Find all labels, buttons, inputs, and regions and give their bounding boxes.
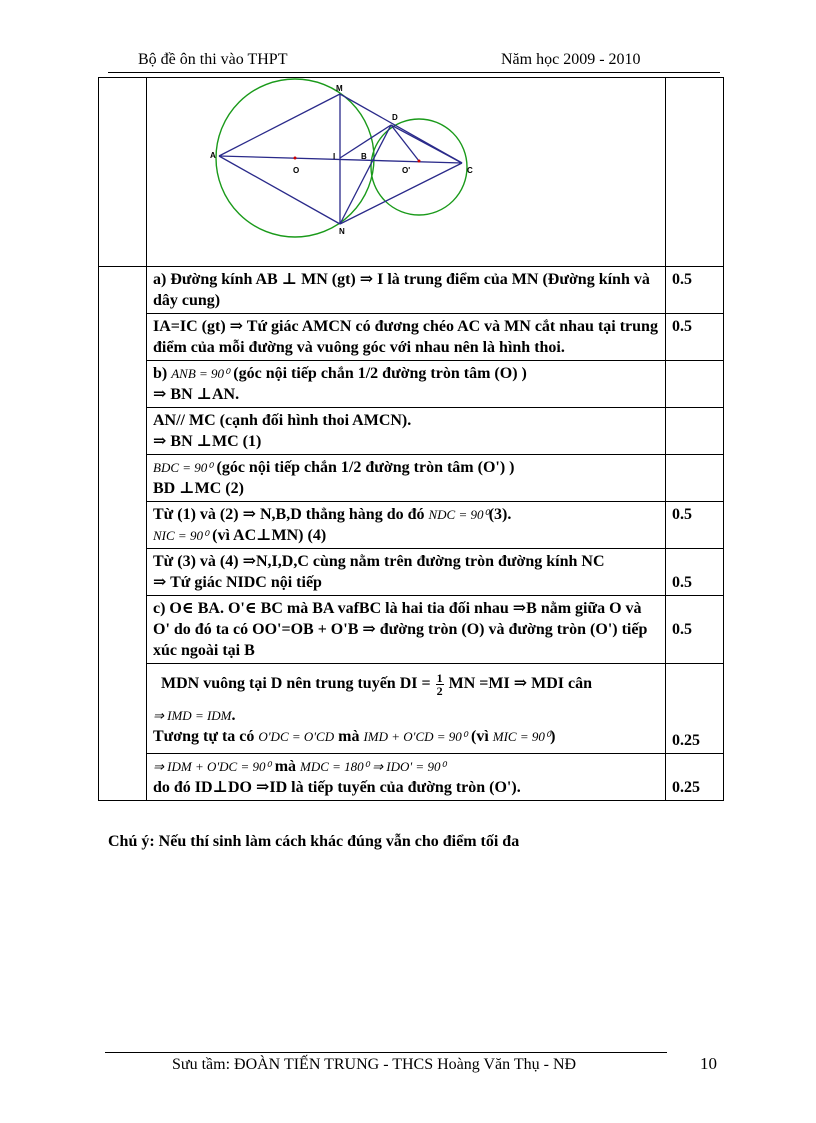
table-row [99,754,724,801]
row-line3-close: ) [550,728,556,745]
row-math-2: NIC = 90⁰ [153,528,209,543]
row-text-after: (3). [488,506,512,523]
row-math: ⇒ IDM + O'DC = 90⁰ [153,759,271,774]
row-line3-math3: MIC = 90⁰ [492,729,551,744]
row-line3-vi: (vì [470,728,489,745]
row-line3-text: Tương tự ta có [153,728,255,745]
label-m: M [336,84,343,93]
row-text: Từ (1) và (2) ⇒ N,B,D thẳng hàng do đó [153,506,425,523]
table-row [99,314,724,361]
row-math: ⇒ IMD = IDM [153,708,232,723]
center-o-prime-dot [418,160,421,163]
label-o-prime: O' [402,166,411,175]
answer-table [98,77,724,801]
row-prefix: b) [153,365,172,382]
page-header [108,48,720,73]
row-mid: mà [274,758,297,775]
table-row [99,664,724,754]
page-number: 10 [700,1054,717,1073]
row-score: 0.25 [666,754,724,801]
row-score: 0.5 [666,267,724,314]
header-title: Bộ đề ôn thi vào THPT [138,51,288,68]
label-i: I [333,152,336,161]
row-score: 0.25 [666,664,724,754]
row-text: c) O∈ BA. O'∈ BC mà BA vafBC là hai tia đối nhau ⇒B nằm giữa O và O' do đó ta có OO'=OB + O'B ⇒ đường tròn (O) và đường tròn (O') tiếp xúc ngoài tại B [147,596,666,664]
table-row [99,267,724,314]
label-a: A [210,151,216,160]
row-line3-mid: mà [338,728,360,745]
table-row [99,502,724,549]
fraction-num: 1 [436,671,443,685]
row-text: (góc nội tiếp chắn 1/2 đường tròn tâm (O) ) [233,365,527,382]
label-d: D [392,113,398,122]
note-text: Chú ý: Nếu thí sinh làm cách khác đúng vẫn cho điểm tối đa [108,833,520,850]
label-n: N [339,227,345,236]
label-c: C [467,166,473,175]
row-score: 0.5 [666,314,724,361]
table-row [99,549,724,596]
row-score: 0.5 [666,502,724,549]
row-math-tail: . [231,707,236,724]
row-math: BDC = 90⁰ [153,460,213,475]
row-text: IA=IC (gt) ⇒ Tứ giác AMCN có đương chéo AC và MN cắt nhau tại trung điểm của mỗi đường và vuông góc với nhau nên là hình thoi. [147,314,666,361]
geometry-figure [147,78,667,260]
table-row [99,408,724,455]
row-line2: (vì AC⊥MN) (4) [212,527,327,544]
row-score [666,361,724,408]
row-text: Từ (3) và (4) ⇒N,I,D,C cùng nằm trên đường tròn đường kính NC [153,553,605,570]
figure-row [99,78,724,267]
row-line2: do đó ID⊥DO ⇒ID là tiếp tuyến của đường tròn (O'). [153,779,521,796]
figure-cell [147,78,666,267]
row-line3-math: O'DC = O'CD [258,729,335,744]
row-math: ANB = 90⁰ [171,366,230,381]
footer-divider [105,1052,667,1053]
row-score: 0.5 [666,549,724,596]
row-line2: BD ⊥MC (2) [153,480,244,497]
row-text: MDN vuông tại D nên trung tuyến DI = [161,675,431,693]
table-row [99,596,724,664]
table-row [99,361,724,408]
header-year: Năm học 2009 - 2010 [501,51,641,68]
row-score: 0.5 [666,596,724,664]
row-score [666,455,724,502]
row-score [666,408,724,455]
label-b: B [361,152,367,161]
row-line3-math2: IMD + O'CD = 90⁰ [363,729,467,744]
figure-lines [219,94,462,224]
table-row [99,455,724,502]
footer-text: Sưu tầm: ĐOÀN TIẾN TRUNG - THCS Hoàng Văn Thụ - NĐ [172,1056,577,1073]
fraction-den: 2 [436,684,443,698]
row-math-2: MDC = 180⁰ ⇒ IDO' = 90⁰ [300,759,446,774]
row-line2: ⇒ BN ⊥AN. [153,386,240,403]
center-o-dot [294,157,297,160]
row-text: AN// MC (cạnh đối hình thoi AMCN). [153,412,412,429]
fraction [436,672,444,697]
row-line2: ⇒ BN ⊥MC (1) [153,433,262,450]
row-math: NDC = 90⁰ [428,507,489,522]
label-o: O [293,166,300,175]
row-text: a) Đường kính AB ⊥ MN (gt) ⇒ I là trung điểm của MN (Đường kính và dây cung) [147,267,666,314]
row-text-b: MN =MI ⇒ MDI cân [448,675,592,693]
row-text: (góc nội tiếp chắn 1/2 đường tròn tâm (O') ) [216,459,515,476]
row-line2: ⇒ Tứ giác NIDC nội tiếp [153,574,322,591]
